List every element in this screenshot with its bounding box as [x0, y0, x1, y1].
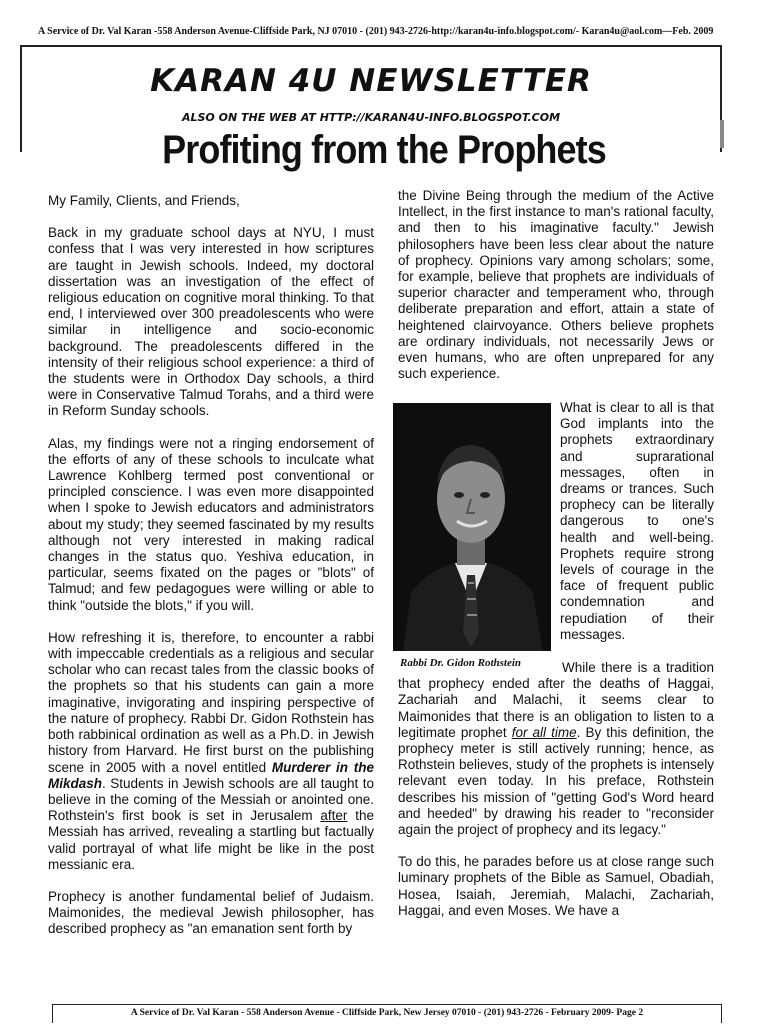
text-run: . By this definition, the prophecy meter is still actively running; hence, as Rothstein believes, study of the prophets is intensely relevant even today. In his preface, Rothstein describes his mission of "getting God's Word heard and heeded" by drawing his reader to "reconsider again the project of prophecy and its legacy."	[398, 724, 714, 838]
author-photo	[393, 403, 551, 651]
footer-contact-line: A Service of Dr. Val Karan - 558 Anderson Avenue - Cliffside Park, New Jersey 07010 - (201) 943-2726 - February 2009- Page 2	[130, 1008, 644, 1018]
right-column-wrapped-text	[560, 400, 714, 659]
newsletter-title: KARAN 4U NEWSLETTER	[150, 63, 592, 99]
text-run: While there is a tradition that prophecy ended after the deaths of Haggai, Zachariah and Malachi, it seems clear to Maimonides that there is an obligation to listen to a legitimate prophet	[398, 660, 714, 740]
right-column-bottom	[398, 660, 714, 935]
paragraph: the Divine Being through the medium of the Active Intellect, in the first instance to man's rational faculty, and then to his imaginative faculty." Jewish philosophers have been less clear about the nature of prophecy. Opinions vary among scholars; some, for example, believe that prophets are individuals of superior character and temperament who, through deliberate preparation and effort, attain a state of heightened clairvoyance. Others believe prophets are ordinary individuals, not necessarily Jews or even humans, who are often unprepared for any such experience.	[398, 188, 714, 382]
paragraph: Back in my graduate school days at NYU, I must confess that I was very interested in how scriptures are taught in Jewish schools. Indeed, my doctoral dissertation was an investigation of the effect of religious education on cognitive moral thinking. To that end, I interviewed over 300 preadolescents who were similar in intelligence and socio-economic background. The preadolescents differed in the intensity of their religious school experience: a third of the students were in Orthodox Day schools, a third were in Conservative Talmud Torahs, and a third were in Reform Sunday schools.	[48, 225, 374, 419]
text-run: . Students in Jewish schools are all taught to believe in the coming of the Messiah or anointed one. Rothstein's first book is set in Jerusalem	[48, 775, 374, 824]
portrait-illustration	[393, 403, 551, 651]
article-headline: Profiting from the Prophets	[162, 128, 606, 172]
paragraph	[398, 660, 714, 838]
emphasis-for-all-time: for all time	[511, 724, 577, 740]
left-column	[48, 193, 374, 954]
paragraph	[48, 630, 374, 873]
footer-box	[52, 1004, 722, 1023]
right-column-top	[398, 188, 714, 398]
book-title: Murderer in the Mikdash	[48, 759, 375, 791]
text-run: How refreshing it is, therefore, to encounter a rabbi with impeccable credentials as a religious and secular scholar who can recast tales from the classic books of the prophets so that his students can gain a more imaginative, invigorating and inspiring perspective of the nature of prophecy. Rabbi Dr. Gidon Rothstein has both rabbinical ordination as well as a Ph.D. in Jewish history from Harvard. He first burst on the publishing scene in 2005 with a novel entitled	[48, 629, 374, 775]
newsletter-web-address: ALSO ON THE WEB AT HTTP://KARAN4U-INFO.BLOGSPOT.COM	[181, 111, 561, 124]
photo-caption: Rabbi Dr. Gidon Rothstein	[400, 657, 522, 669]
emphasis-after: after	[320, 808, 348, 824]
paragraph: What is clear to all is that God implants into the prophets extraordinary and suprarational messages, often in dreams or trances. Such prophecy can be literally dangerous to one's health and well-being. Prophets require strong levels of courage in the face of frequent public condemnation and repudiation of their messages.	[560, 400, 714, 642]
text-run: the Messiah has arrived, revealing a startling but factually valid portrayal of what life might be like in the post messianic era.	[48, 808, 374, 872]
paragraph: Alas, my findings were not a ringing endorsement of the efforts of any of these schools to inculcate what Lawrence Kohlberg termed post conventional or principled conscience. I was even more disappointed when I spoke to Jewish educators and administrators about my study; they seemed fascinated by my results although not very interested in making radical changes in the status quo. Yeshiva education, in particular, seems fixated on the pages or "blots" of Talmud; and few pedagogues were willing or able to think "outside the blots," if you will.	[48, 435, 374, 613]
paragraph: Prophecy is another fundamental belief of Judaism. Maimonides, the medieval Jewish philosopher, has described prophecy as "an emanation sent forth by	[48, 888, 374, 937]
paragraph: To do this, he parades before us at close range such luminary prophets of the Bible as Samuel, Obadiah, Hosea, Isaiah, Jeremiah, Malachi, Zachariah, Haggai, and even Moses. We have a	[398, 854, 714, 918]
header-contact-line: A Service of Dr. Val Karan -558 Anderson Avenue-Cliffside Park, NJ 07010 - (201) 943-2726-http://karan4u-info.blogspot.com/- Karan4u@aol.com—Feb. 2009	[38, 26, 714, 37]
salutation: My Family, Clients, and Friends,	[48, 193, 240, 208]
